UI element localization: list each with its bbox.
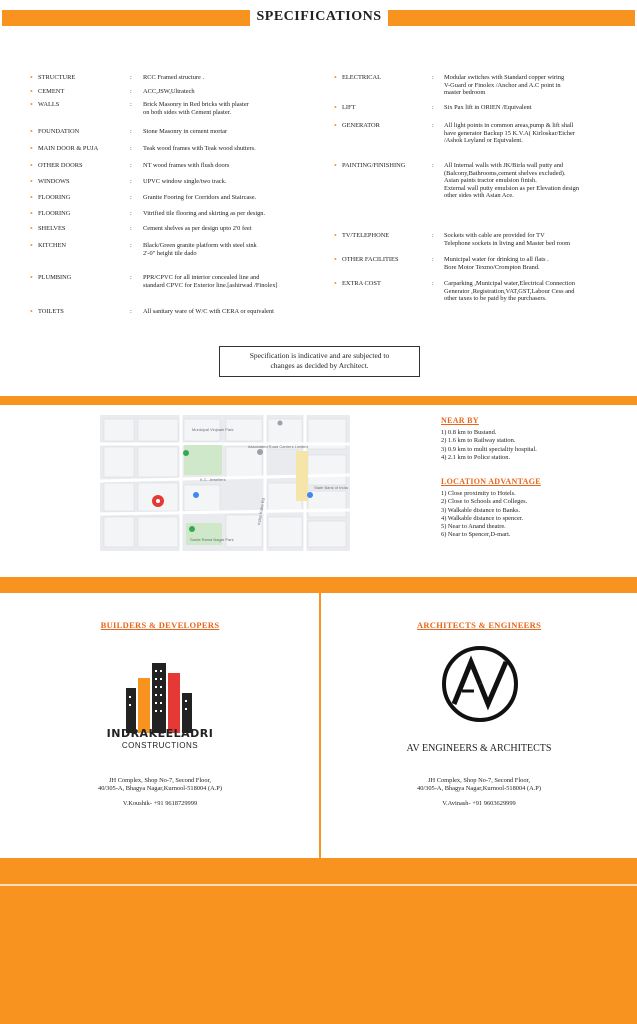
- bullet-icon: •: [30, 161, 33, 170]
- spec-value-line: UPVC window single/two track.: [143, 178, 227, 185]
- spec-value: [143, 308, 274, 316]
- spec-value-line: Stone Masonry in cement mortar: [143, 128, 228, 135]
- near-by-heading: NEAR BY: [441, 416, 479, 425]
- location-map: [100, 415, 350, 551]
- list-item: 3) 0.9 km to multi speciality hospital.: [441, 445, 537, 453]
- spec-label: OTHER DOORS: [38, 162, 83, 169]
- spec-value-line: Telephone sockets in living and Master bed room: [444, 239, 571, 247]
- spec-value: [444, 256, 549, 271]
- spec-value: [143, 225, 252, 233]
- architect-address-line-1: JH Complex, Shop No-7, Second Floor,: [428, 777, 530, 784]
- spec-value-line: master bedroom: [444, 89, 486, 97]
- bullet-icon: •: [334, 103, 337, 112]
- bottom-strip: [0, 884, 637, 886]
- map-label-jewellers: K.C. Jewellers: [200, 477, 226, 482]
- architect-logo: [440, 644, 520, 724]
- bullet-icon: •: [30, 307, 33, 316]
- bullet-icon: •: [30, 241, 33, 250]
- builders-heading: BUILDERS & DEVELOPERS: [100, 620, 220, 630]
- list-item: 3) Walkable distance to Banks.: [441, 506, 521, 514]
- spec-value-line: other taxes to be paid by the purchasers.: [444, 295, 547, 303]
- spec-value-line: /Ashok Leyland or Equivalent.: [444, 137, 523, 145]
- bullet-icon: •: [334, 279, 337, 288]
- spec-label: MAIN DOOR & PUJA: [38, 145, 99, 152]
- spec-value-line: Vitrified tile flooring and skirting as per design.: [143, 210, 266, 217]
- location-advantage-heading: LOCATION ADVANTAGE: [441, 477, 541, 486]
- spec-colon: :: [130, 162, 132, 169]
- spec-colon: :: [130, 145, 132, 152]
- bullet-icon: •: [334, 255, 337, 264]
- column-divider: [319, 593, 321, 858]
- bullet-icon: •: [334, 73, 337, 82]
- spec-value-line: PPR/CPVC for all interior concealed line and: [143, 274, 260, 281]
- spec-colon: :: [432, 104, 434, 111]
- builder-address-line-1: JH Complex, Shop No-7, Second Floor,: [109, 777, 211, 784]
- spec-label: SHELVES: [38, 225, 66, 232]
- spec-value-line: Asian paints tractor emulsion finish.: [444, 177, 537, 185]
- spec-value: [143, 162, 229, 170]
- architect-contact: V.Avinash- +91 9603629999: [442, 800, 516, 807]
- orange-band-bottom: [0, 858, 637, 1024]
- spec-value-line: Six Pax lift in ORIEN /Equivalent: [444, 104, 532, 111]
- spec-value-line: Cement shelves as per design upto 2'0 feet: [143, 225, 252, 232]
- spec-value-line: (Balcony,Bathrooms,cement shelves excluded).: [444, 169, 566, 177]
- spec-value: [143, 101, 249, 116]
- spec-value-line: Teak wood frames with Teak wood shutters.: [143, 145, 256, 152]
- list-item: 4) 2.1 km to Police station.: [441, 453, 511, 461]
- spec-value-line: ACC,JSW,Ultratech: [143, 88, 195, 95]
- spec-label: WALLS: [38, 101, 60, 108]
- spec-value-line: Modular switches with Standard copper wiring: [444, 74, 565, 81]
- spec-value-line: Sockets with cable are provided for TV: [444, 232, 545, 239]
- near-by-list: [441, 429, 537, 462]
- architect-name: AV ENGINEERS & ARCHITECTS: [406, 743, 552, 754]
- spec-colon: :: [130, 101, 132, 108]
- builder-address-line-2: 40/305-A, Bhagya Nagar,Kurnool-518004 (A.P): [98, 785, 222, 792]
- spec-value: [444, 104, 532, 112]
- spec-value: [143, 128, 227, 136]
- spec-label: FOUNDATION: [38, 128, 80, 135]
- bullet-icon: •: [30, 224, 33, 233]
- spec-label: PAINTING/FINISHING: [342, 162, 406, 169]
- spec-value-line: NT wood frames with flush doors: [143, 162, 230, 169]
- spec-value-line: Bore Motor Texmo/Crompton Brand.: [444, 263, 540, 271]
- spec-colon: :: [432, 122, 434, 129]
- header-bar-left: [2, 10, 250, 26]
- map-graphic: [100, 415, 350, 551]
- note-line-1: Specification is indicative and are subjected to: [249, 351, 390, 360]
- bullet-icon: •: [334, 121, 337, 130]
- spec-value-line: V-Guard or Finolex /Anchor and A.C point in: [444, 81, 561, 89]
- spec-colon: :: [130, 242, 132, 249]
- spec-value: [444, 162, 579, 200]
- spec-value: [444, 280, 575, 303]
- bullet-icon: •: [30, 87, 33, 96]
- spec-label: LIFT: [342, 104, 356, 111]
- list-item: 5) Near to Anand theatre.: [441, 523, 506, 531]
- av-logo-icon: [440, 644, 520, 724]
- bullet-icon: •: [30, 273, 33, 282]
- spec-colon: :: [432, 74, 434, 81]
- spec-label: TOILETS: [38, 308, 64, 315]
- bullet-icon: •: [30, 209, 33, 218]
- spec-label: FLOORING: [38, 210, 71, 217]
- orange-band-mid: [0, 577, 637, 593]
- list-item: 4) Walkable distance to spencer.: [441, 514, 524, 522]
- spec-value-line: have generator Backup 15 K.V.A( Kirloskar/Eicher: [444, 129, 576, 137]
- location-advantage-section: [441, 478, 541, 539]
- spec-value: [143, 210, 265, 218]
- location-advantage-list: [441, 490, 541, 539]
- bullet-icon: •: [334, 161, 337, 170]
- spec-value: [143, 274, 278, 289]
- bullet-icon: •: [30, 100, 33, 109]
- spec-value: [143, 145, 256, 153]
- spec-value-line: All sanitary ware of W/C with CERA or equivalent: [143, 308, 274, 315]
- spec-colon: :: [130, 194, 132, 201]
- spec-value-line: Brick Masonry in Red bricks with plaster: [143, 101, 249, 108]
- map-label-park: Municipal Vinjnale Park: [192, 427, 234, 432]
- spec-label: WINDOWS: [38, 178, 70, 185]
- bullet-icon: •: [30, 127, 33, 136]
- bullet-icon: •: [30, 193, 33, 202]
- spec-colon: :: [130, 178, 132, 185]
- spec-colon: :: [432, 256, 434, 263]
- spec-value-line: Municipal water for drinking to all flats .: [444, 256, 549, 263]
- spec-label: EXTRA COST: [342, 280, 381, 287]
- spec-value-line: other sides with Asian Ace.: [444, 192, 514, 200]
- spec-label: CEMENT: [38, 88, 65, 95]
- spec-value-line: All Internal walls with JK/Birla wall putty and: [444, 162, 564, 169]
- spec-value-line: External wall putty emulsion as per Elevation design: [444, 184, 580, 192]
- builder-sub: CONSTRUCTIONS: [121, 741, 199, 750]
- architects-heading: ARCHITECTS & ENGINEERS: [416, 620, 542, 630]
- spec-label: GENERATOR: [342, 122, 380, 129]
- spec-colon: :: [130, 128, 132, 135]
- builder-contact: V.Koushik- +91 9618729999: [122, 800, 198, 807]
- spec-colon: :: [432, 162, 434, 169]
- specs-left-column: [30, 74, 320, 324]
- bullet-icon: •: [334, 231, 337, 240]
- list-item: 1) Close proximity to Hotels.: [441, 490, 516, 498]
- near-by-section: [441, 417, 537, 462]
- spec-colon: :: [130, 308, 132, 315]
- spec-value-line: Granite Fooring for Corridors and Staircase.: [143, 194, 257, 201]
- map-label-santa-park: Santa Rama Nagar Park: [190, 537, 234, 542]
- builder-brand: INDRAKEELADRI: [106, 727, 214, 740]
- spec-value-line: Black/Green granite platform with steel sink: [143, 242, 257, 249]
- spec-label: ELECTRICAL: [342, 74, 382, 81]
- bullet-icon: •: [30, 177, 33, 186]
- spec-label: STRUCTURE: [38, 74, 76, 81]
- spec-value-line: RCC Framed structure .: [143, 74, 205, 81]
- page-title: SPECIFICATIONS: [256, 9, 382, 24]
- list-item: 6) Near to Spencer,D-mart.: [441, 531, 511, 539]
- spec-colon: :: [130, 225, 132, 232]
- bullet-icon: •: [30, 144, 33, 153]
- spec-value-line: on both sides with Cement plaster.: [143, 108, 232, 116]
- spec-value: [143, 74, 204, 82]
- map-label-carriers: Associated Road Carriers Limited: [248, 444, 308, 449]
- orange-band-top: [0, 396, 637, 405]
- spec-label: KITCHEN: [38, 242, 67, 249]
- spec-value-line: All light points in common areas,pump & lift shall: [444, 122, 574, 129]
- architect-address: [379, 777, 579, 808]
- architect-address-line-2: 40/305-A, Bhagya Nagar,Kurnool-518004 (A.P): [417, 785, 541, 792]
- spec-value: [143, 194, 256, 202]
- list-item: 2) Close to Schools and Colleges.: [441, 498, 528, 506]
- header-bar-right: [388, 10, 635, 26]
- note-line-2: changes as decided by Architect.: [270, 361, 369, 370]
- list-item: 2) 1.6 km to Railway station.: [441, 437, 516, 445]
- spec-colon: :: [432, 232, 434, 239]
- map-label-road: Indus Kalse Rd: [256, 497, 266, 526]
- spec-colon: :: [130, 274, 132, 281]
- spec-value-line: standard CPVC for Exterior line.[ashirwad /Finolex]: [143, 281, 278, 289]
- spec-colon: :: [432, 280, 434, 287]
- spec-value: [444, 122, 575, 145]
- spec-value: [143, 242, 257, 257]
- spec-label: OTHER FACILITIES: [342, 256, 399, 263]
- header: [0, 0, 637, 40]
- spec-value: [444, 74, 564, 97]
- spec-label: PLUMBING: [38, 274, 72, 281]
- builder-address: [60, 777, 260, 808]
- spec-value: [444, 232, 570, 247]
- spec-colon: :: [130, 210, 132, 217]
- list-item: 1) 0.8 km to Bustand.: [441, 429, 497, 437]
- spec-label: TV/TELEPHONE: [342, 232, 390, 239]
- spec-value-line: Generator ,Registration,VAT,GST,Labour Cess and: [444, 287, 575, 295]
- spec-label: FLOORING: [38, 194, 71, 201]
- spec-value-line: 2'-0" height tile dado: [143, 249, 197, 257]
- spec-value: [143, 88, 195, 96]
- specification-note: [219, 346, 420, 377]
- bullet-icon: •: [30, 73, 33, 82]
- spec-value: [143, 178, 226, 186]
- map-label-sbi: State Bank of India: [314, 485, 348, 490]
- spec-value-line: Carparking ,Municipal water,Electrical Connection: [444, 280, 575, 287]
- specs-right-column: [334, 74, 630, 334]
- spec-colon: :: [130, 74, 132, 81]
- spec-colon: :: [130, 88, 132, 95]
